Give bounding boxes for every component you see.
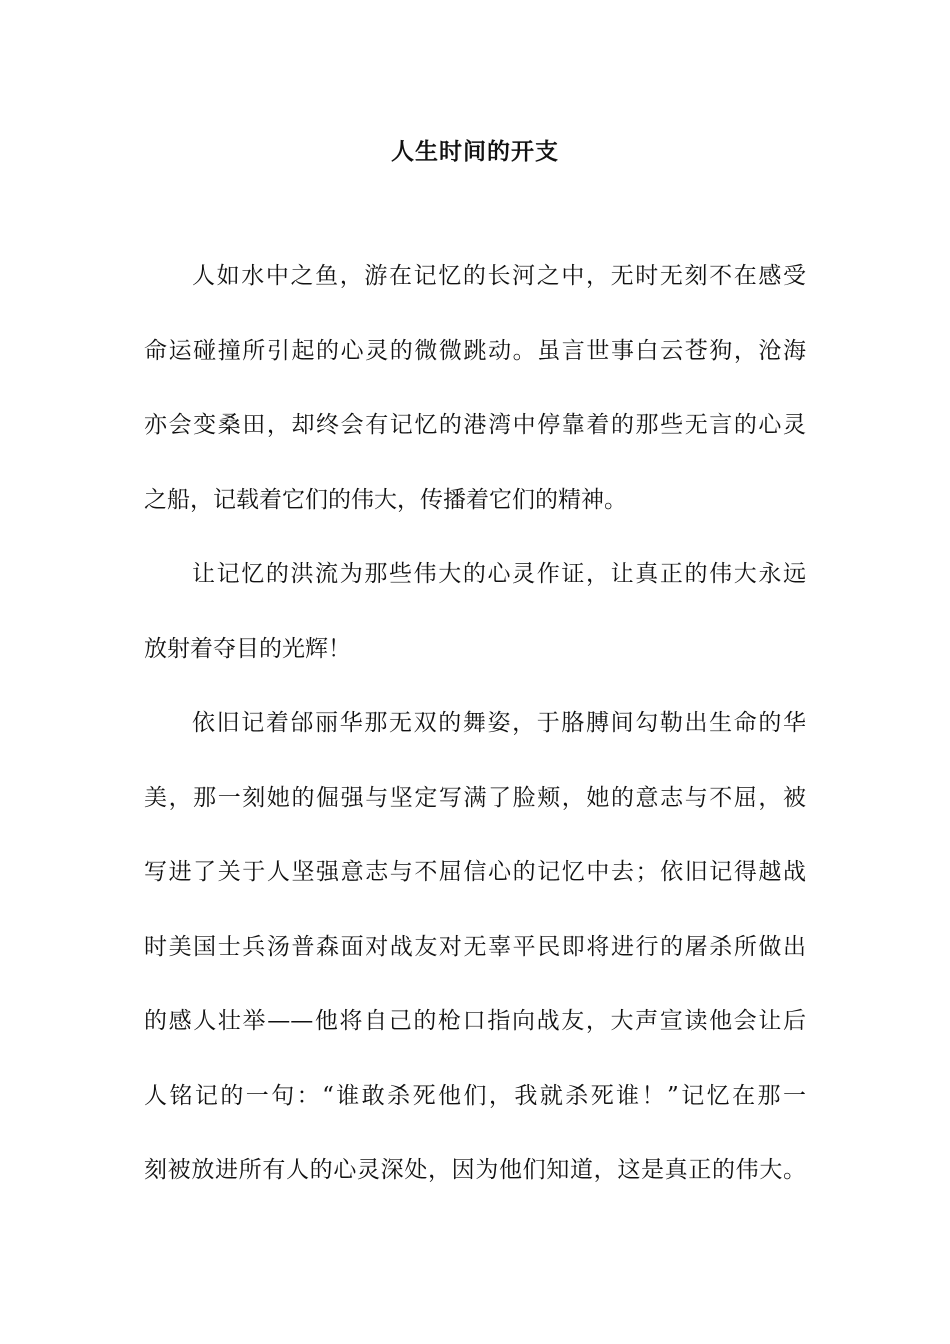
paragraph-line: 之船，记载着它们的伟大，传播着它们的精神。	[144, 486, 627, 513]
paragraph-line: 让记忆的洪流为那些伟大的心灵作证，让真正的伟大永远	[192, 561, 806, 587]
paragraph-line: 放射着夺目的光辉！	[144, 635, 351, 662]
paragraph-line: 刻被放进所有人的心灵深处，因为他们知道，这是真正的伟大。	[144, 1157, 806, 1183]
document-body	[144, 255, 806, 1224]
paragraph-line: 亦会变桑田，却终会有记忆的港湾中停靠着的那些无言的心灵	[144, 412, 806, 438]
paragraph-line: 美，那一刻她的倔强与坚定写满了脸颊，她的意志与不屈，被	[144, 784, 806, 811]
paragraph-line: 依旧记着邰丽华那无双的舞姿，于胳膊间勾勒出生命的华	[192, 710, 806, 736]
paragraph-line: 人铭记的一句：“谁敢杀死他们，我就杀死谁！”记忆在那一	[144, 1082, 806, 1109]
paragraph-line: 命运碰撞所引起的心灵的微微跳动。虽言世事白云苍狗，沧海	[144, 337, 806, 364]
paragraph-line: 的感人壮举——他将自己的枪口指向战友，大声宣读他会让后	[144, 1008, 806, 1034]
paragraph-line: 写进了关于人坚强意志与不屈信心的记忆中去；依旧记得越战	[144, 859, 806, 885]
paragraph-line: 人如水中之鱼，游在记忆的长河之中，无时无刻不在感受	[192, 263, 806, 289]
document-title: 人生时间的开支	[391, 139, 559, 165]
paragraph-line: 时美国士兵汤普森面对战友对无辜平民即将进行的屠杀所做出	[144, 933, 806, 960]
